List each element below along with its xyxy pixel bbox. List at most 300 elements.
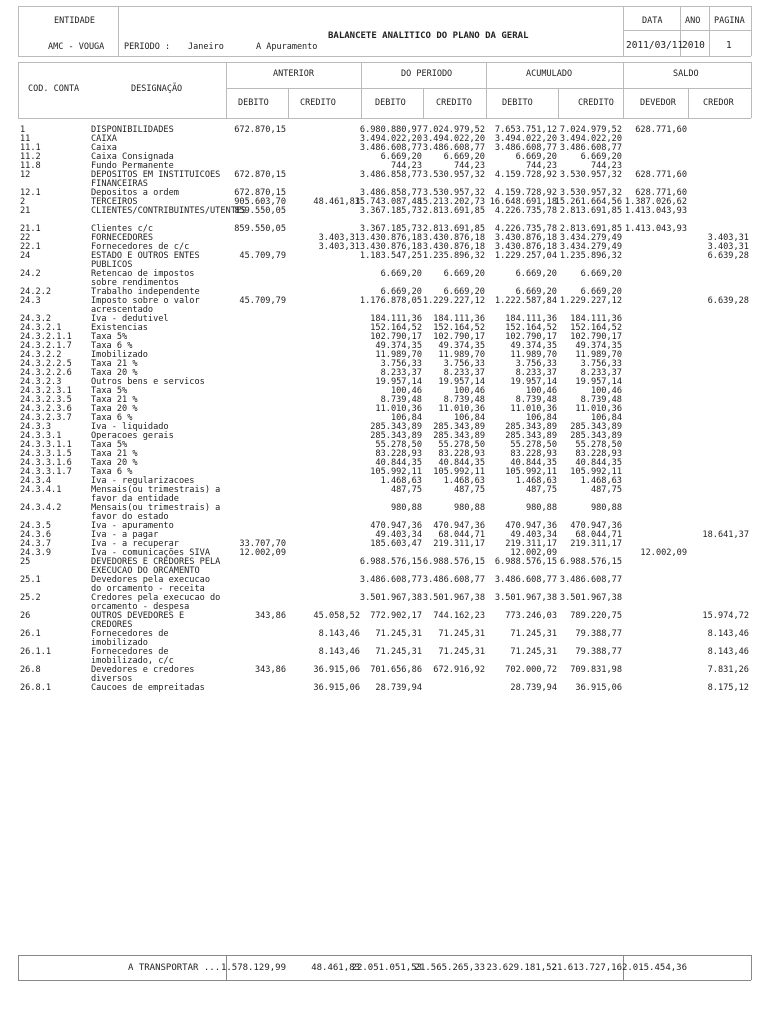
saldo-credor-value: 6.639,28 <box>707 251 749 261</box>
account-designation: Trabalho independente <box>91 287 200 297</box>
periodo-debito-value: 1.176.878,05 <box>359 296 422 306</box>
acumulado-debito-value: 470.947,36 <box>505 521 557 531</box>
account-designation: Fornecedores de imobilizado <box>91 629 169 648</box>
acumulado-credito-value: 2.813.691,85 <box>559 206 622 216</box>
totals-periodo-debito: 22.051.051,53 <box>351 963 422 973</box>
col-anterior: ANTERIOR <box>273 69 314 79</box>
acumulado-debito-value: 285.343,89 <box>505 422 557 432</box>
acumulado-credito-value: 285.343,89 <box>570 422 622 432</box>
acumulado-debito-value: 152.164,52 <box>505 323 557 333</box>
account-designation: Depositos a ordem <box>91 188 179 198</box>
periodo-debito-value: 106,84 <box>390 413 422 423</box>
account-code: 11.2 <box>20 152 41 162</box>
acumulado-debito-value: 6.669,20 <box>515 269 557 279</box>
periodo-credito-value: 744.162,23 <box>433 611 485 621</box>
account-code: 24.3.3.1.7 <box>20 467 72 477</box>
account-code: 21.1 <box>20 224 41 234</box>
account-designation: Caixa Consignada <box>91 152 174 162</box>
periodo-credito-value: 672.916,92 <box>433 665 485 675</box>
periodo-credito-value: 2.813.691,85 <box>422 224 485 234</box>
acumulado-credito-value: 709.831,98 <box>570 665 622 675</box>
anterior-debito-value: 859.550,05 <box>234 224 286 234</box>
account-designation: Caixa <box>91 143 117 153</box>
account-designation: Imobilizado <box>91 350 148 360</box>
account-code: 11 <box>20 134 31 144</box>
account-designation: Taxa 5% <box>91 332 128 342</box>
acumulado-credito-value: 8.739,48 <box>580 395 622 405</box>
account-designation: Mensais(ou trimestrais) a favor da entidade <box>91 485 221 504</box>
anterior-debito-value: 343,86 <box>254 665 286 675</box>
account-code: 12.1 <box>20 188 41 198</box>
periodo-credito-value: 3.430.876,18 <box>422 242 485 252</box>
acumulado-credito-value: 980,88 <box>590 503 622 513</box>
periodo-credito-value: 3.530.957,32 <box>422 170 485 180</box>
saldo-devedor-value: 628.771,60 <box>635 170 687 180</box>
saldo-credor-value: 8.143,46 <box>707 647 749 657</box>
account-code: 24.3 <box>20 296 41 306</box>
acumulado-debito-value: 1.468,63 <box>515 476 557 486</box>
account-designation: Taxa 6 % <box>91 467 133 477</box>
acumulado-credito-value: 68.044,71 <box>575 530 622 540</box>
totals-acumulado-credito: 21.613.727,16 <box>551 963 622 973</box>
anterior-debito-value: 672.870,15 <box>234 188 286 198</box>
periodo-credito-value: 100,46 <box>453 386 485 396</box>
account-code: 24.2.2 <box>20 287 52 297</box>
periodo-credito-value: 19.957,14 <box>438 377 485 387</box>
acumulado-debito-value: 49.403,34 <box>510 530 557 540</box>
acumulado-debito-value: 8.739,48 <box>515 395 557 405</box>
periodo-credito-value: 8.233,37 <box>443 368 485 378</box>
periodo-debito-value: 28.739,94 <box>375 683 422 693</box>
account-code: 24.3.4.1 <box>20 485 62 495</box>
account-designation: Taxa 21 % <box>91 359 138 369</box>
acumulado-credito-value: 3.486.608,77 <box>559 143 622 153</box>
acumulado-credito-value: 152.164,52 <box>570 323 622 333</box>
periodo-credito-value: 285.343,89 <box>433 422 485 432</box>
periodo-debito-value: 184.111,36 <box>370 314 422 324</box>
anterior-debito-value: 672.870,15 <box>234 125 286 135</box>
account-code: 24.3.2.3.6 <box>20 404 72 414</box>
anterior-debito-value: 859.550,05 <box>234 206 286 216</box>
account-code: 24 <box>20 251 31 261</box>
acumulado-debito-value: 11.010,36 <box>510 404 557 414</box>
totals-saldo-devedor: 2.015.454,36 <box>621 963 687 973</box>
periodo-debito-value: 980,88 <box>390 503 422 513</box>
account-designation: Fornecedores de imobilizado, c/c <box>91 647 174 666</box>
acumulado-credito-value: 3.530.957,32 <box>559 188 622 198</box>
periodo-debito-value: 55.278,50 <box>375 440 422 450</box>
anterior-credito-value: 48.461,83 <box>313 197 360 207</box>
periodo-credito-value: 106,84 <box>453 413 485 423</box>
saldo-credor-value: 18.641,37 <box>702 530 749 540</box>
account-designation: CAIXA <box>91 134 117 144</box>
account-designation: Iva - comunicações SIVA <box>91 548 210 558</box>
account-code: 25.2 <box>20 593 41 603</box>
acumulado-credito-value: 40.844,35 <box>575 458 622 468</box>
acumulado-credito-value: 19.957,14 <box>575 377 622 387</box>
acumulado-debito-value: 219.311,17 <box>505 539 557 549</box>
saldo-devedor-value: 12.002,09 <box>640 548 687 558</box>
acumulado-debito-value: 184.111,36 <box>505 314 557 324</box>
col-acumulado-debito: DEBITO <box>502 98 533 108</box>
data-label: DATA <box>642 16 663 26</box>
saldo-devedor-value: 628.771,60 <box>635 188 687 198</box>
periodo-debito-value: 11.010,36 <box>375 404 422 414</box>
acumulado-credito-value: 219.311,17 <box>570 539 622 549</box>
account-designation: Fornecedores de c/c <box>91 242 190 252</box>
account-code: 24.3.6 <box>20 530 52 540</box>
anterior-credito-value: 3.403,31 <box>318 242 360 252</box>
account-designation: Clientes c/c <box>91 224 154 234</box>
acumulado-debito-value: 71.245,31 <box>510 629 557 639</box>
acumulado-credito-value: 83.228,93 <box>575 449 622 459</box>
anterior-credito-value: 36.915,06 <box>313 665 360 675</box>
periodo-debito-value: 6.669,20 <box>380 152 422 162</box>
account-designation: Taxa 6 % <box>91 341 133 351</box>
anterior-debito-value: 12.002,09 <box>239 548 286 558</box>
account-code: 22.1 <box>20 242 41 252</box>
col-saldo-devedor: DEVEDOR <box>640 98 676 108</box>
account-code: 24.3.2.2.6 <box>20 368 72 378</box>
acumulado-credito-value: 744,23 <box>590 161 622 171</box>
acumulado-credito-value: 36.915,06 <box>575 683 622 693</box>
account-code: 24.3.3.1 <box>20 431 62 441</box>
acumulado-debito-value: 773.246,03 <box>505 611 557 621</box>
periodo-debito-value: 470.947,36 <box>370 521 422 531</box>
totals-anterior-debito: 1.578.129,99 <box>220 963 286 973</box>
periodo-credito-value: 285.343,89 <box>433 431 485 441</box>
account-code: 24.3.2 <box>20 314 52 324</box>
acumulado-debito-value: 980,88 <box>525 503 557 513</box>
saldo-credor-value: 8.143,46 <box>707 629 749 639</box>
acumulado-debito-value: 16.648.691,18 <box>489 197 557 207</box>
acumulado-debito-value: 6.669,20 <box>515 287 557 297</box>
account-designation: Imposto sobre o valor acrescentado <box>91 296 200 315</box>
periodo-debito-value: 3.486.858,77 <box>359 188 422 198</box>
periodo-debito-value: 11.989,70 <box>375 350 422 360</box>
periodo-debito-value: 772.902,17 <box>370 611 422 621</box>
periodo-debito-value: 6.669,20 <box>380 269 422 279</box>
periodo-debito-value: 185.603,47 <box>370 539 422 549</box>
account-designation: Iva - regularizacoes <box>91 476 195 486</box>
periodo-debito-value: 8.739,48 <box>380 395 422 405</box>
periodo-debito-value: 487,75 <box>390 485 422 495</box>
account-designation: Credores pela execucao do orcamento - despesa <box>91 593 221 612</box>
account-designation: Fundo Permanente <box>91 161 174 171</box>
periodo-credito-value: 8.739,48 <box>443 395 485 405</box>
acumulado-credito-value: 8.233,37 <box>580 368 622 378</box>
account-designation: CLIENTES/CONTRIBUINTES/UTENTES <box>91 206 247 216</box>
acumulado-credito-value: 3.494.022,20 <box>559 134 622 144</box>
acumulado-debito-value: 1.222.587,84 <box>494 296 557 306</box>
acumulado-credito-value: 3.434.279,49 <box>559 233 622 243</box>
periodo-credito-value: 744,23 <box>453 161 485 171</box>
acumulado-credito-value: 6.669,20 <box>580 152 622 162</box>
periodo-debito-value: 1.183.547,25 <box>359 251 422 261</box>
acumulado-credito-value: 7.024.979,52 <box>559 125 622 135</box>
apuramento-value: A Apuramento <box>256 42 318 52</box>
acumulado-debito-value: 285.343,89 <box>505 431 557 441</box>
periodo-debito-value: 285.343,89 <box>370 431 422 441</box>
account-designation: ESTADO E OUTROS ENTES PUBLICOS <box>91 251 200 270</box>
periodo-debito-value: 83.228,93 <box>375 449 422 459</box>
acumulado-credito-value: 79.388,77 <box>575 647 622 657</box>
account-designation: Retencao de impostos sobre rendimentos <box>91 269 195 288</box>
account-designation: Taxa 20 % <box>91 458 138 468</box>
acumulado-debito-value: 4.226.735,78 <box>494 224 557 234</box>
periodo-debito-value: 15.743.087,48 <box>354 197 422 207</box>
col-anterior-debito: DEBITO <box>238 98 269 108</box>
acumulado-credito-value: 100,46 <box>590 386 622 396</box>
account-code: 24.3.2.2 <box>20 350 62 360</box>
anterior-debito-value: 45.709,79 <box>239 251 286 261</box>
account-code: 24.3.3.1.1 <box>20 440 72 450</box>
account-code: 24.3.2.1.7 <box>20 341 72 351</box>
acumulado-credito-value: 3.501.967,38 <box>559 593 622 603</box>
acumulado-debito-value: 4.226.735,78 <box>494 206 557 216</box>
account-designation: Taxa 21 % <box>91 395 138 405</box>
periodo-debito-value: 49.403,34 <box>375 530 422 540</box>
account-code: 25.1 <box>20 575 41 585</box>
account-designation: Iva - liquidado <box>91 422 169 432</box>
acumulado-debito-value: 6.669,20 <box>515 152 557 162</box>
acumulado-debito-value: 55.278,50 <box>510 440 557 450</box>
periodo-credito-value: 6.988.576,15 <box>422 557 485 567</box>
entidade-label: ENTIDADE <box>54 16 95 26</box>
account-designation: Devedores pela execucao do orcamento - receita <box>91 575 210 594</box>
anterior-debito-value: 45.709,79 <box>239 296 286 306</box>
anterior-credito-value: 3.403,31 <box>318 233 360 243</box>
saldo-devedor-value: 1.387.026,62 <box>624 197 687 207</box>
periodo-debito-value: 1.468,63 <box>380 476 422 486</box>
col-periodo-credito: CREDITO <box>436 98 472 108</box>
periodo-debito-value: 6.669,20 <box>380 287 422 297</box>
periodo-debito-value: 105.992,11 <box>370 467 422 477</box>
periodo-debito-value: 102.790,17 <box>370 332 422 342</box>
account-code: 22 <box>20 233 31 243</box>
account-code: 26.8 <box>20 665 41 675</box>
periodo-debito-value: 49.374,35 <box>375 341 422 351</box>
acumulado-debito-value: 105.992,11 <box>505 467 557 477</box>
account-designation: Taxa 21 % <box>91 449 138 459</box>
acumulado-debito-value: 8.233,37 <box>515 368 557 378</box>
acumulado-credito-value: 11.989,70 <box>575 350 622 360</box>
periodo-debito-value: 701.656,86 <box>370 665 422 675</box>
periodo-debito-value: 744,23 <box>390 161 422 171</box>
account-code: 24.3.4 <box>20 476 52 486</box>
acumulado-credito-value: 184.111,36 <box>570 314 622 324</box>
account-code: 24.3.7 <box>20 539 52 549</box>
periodo-debito-value: 71.245,31 <box>375 647 422 657</box>
periodo-debito-value: 3.430.876,18 <box>359 233 422 243</box>
periodo-credito-value: 3.430.876,18 <box>422 233 485 243</box>
acumulado-credito-value: 789.220,75 <box>570 611 622 621</box>
acumulado-credito-value: 3.756,33 <box>580 359 622 369</box>
periodo-credito-value: 102.790,17 <box>433 332 485 342</box>
account-designation: Iva - apuramento <box>91 521 174 531</box>
account-designation: Caucoes de empreitadas <box>91 683 205 693</box>
periodo-debito-value: 3.367.185,73 <box>359 206 422 216</box>
periodo-credito-value: 3.494.022,20 <box>422 134 485 144</box>
periodo-credito-value: 152.164,52 <box>433 323 485 333</box>
acumulado-debito-value: 3.430.876,18 <box>494 233 557 243</box>
periodo-debito-value: 3.494.022,20 <box>359 134 422 144</box>
acumulado-credito-value: 6.988.576,15 <box>559 557 622 567</box>
account-code: 24.3.2.1.1 <box>20 332 72 342</box>
periodo-credito-value: 184.111,36 <box>433 314 485 324</box>
periodo-credito-value: 487,75 <box>453 485 485 495</box>
account-designation: TERCEIROS <box>91 197 138 207</box>
acumulado-debito-value: 3.486.608,77 <box>494 143 557 153</box>
col-saldo: SALDO <box>673 69 699 79</box>
account-code: 24.3.2.2.5 <box>20 359 72 369</box>
account-code: 26 <box>20 611 31 621</box>
totals-label: A TRANSPORTAR ... <box>128 963 221 973</box>
account-code: 26.1 <box>20 629 41 639</box>
totals-periodo-credito: 21.565.265,33 <box>414 963 485 973</box>
saldo-credor-value: 8.175,12 <box>707 683 749 693</box>
acumulado-credito-value: 6.669,20 <box>580 287 622 297</box>
acumulado-debito-value: 7.653.751,12 <box>494 125 557 135</box>
periodo-credito-value: 6.669,20 <box>443 152 485 162</box>
account-designation: Taxa 5% <box>91 386 128 396</box>
acumulado-debito-value: 6.988.576,15 <box>494 557 557 567</box>
anterior-credito-value: 36.915,06 <box>313 683 360 693</box>
anterior-debito-value: 905.603,70 <box>234 197 286 207</box>
periodo-credito-value: 3.501.967,38 <box>422 593 485 603</box>
anterior-credito-value: 8.143,46 <box>318 629 360 639</box>
periodo-credito-value: 7.024.979,52 <box>422 125 485 135</box>
account-designation: Mensais(ou trimestrais) a favor do estado <box>91 503 221 522</box>
acumulado-credito-value: 11.010,36 <box>575 404 622 414</box>
anterior-debito-value: 672.870,15 <box>234 170 286 180</box>
account-code: 24.3.2.3.7 <box>20 413 72 423</box>
account-designation: Existencias <box>91 323 148 333</box>
acumulado-debito-value: 83.228,93 <box>510 449 557 459</box>
periodo-debito-value: 3.430.876,18 <box>359 242 422 252</box>
col-periodo-debito: DEBITO <box>375 98 406 108</box>
anterior-credito-value: 8.143,46 <box>318 647 360 657</box>
account-designation: Taxa 20 % <box>91 368 138 378</box>
periodo-debito-value: 3.486.858,77 <box>359 170 422 180</box>
acumulado-credito-value: 3.486.608,77 <box>559 575 622 585</box>
account-designation: Taxa 20 % <box>91 404 138 414</box>
periodo-debito-value: 8.233,37 <box>380 368 422 378</box>
acumulado-credito-value: 49.374,35 <box>575 341 622 351</box>
acumulado-credito-value: 487,75 <box>590 485 622 495</box>
acumulado-debito-value: 3.486.608,77 <box>494 575 557 585</box>
acumulado-credito-value: 3.530.957,32 <box>559 170 622 180</box>
acumulado-credito-value: 470.947,36 <box>570 521 622 531</box>
account-code: 2 <box>20 197 26 207</box>
acumulado-debito-value: 487,75 <box>525 485 557 495</box>
pagina-label: PAGINA <box>714 16 745 26</box>
acumulado-debito-value: 3.430.876,18 <box>494 242 557 252</box>
acumulado-credito-value: 79.388,77 <box>575 629 622 639</box>
account-designation: Iva - a recuperar <box>91 539 179 549</box>
anterior-debito-value: 343,86 <box>254 611 286 621</box>
periodo-credito-value: 2.813.691,85 <box>422 206 485 216</box>
periodo-debito-value: 285.343,89 <box>370 422 422 432</box>
account-designation: Operacoes gerais <box>91 431 174 441</box>
acumulado-debito-value: 744,23 <box>525 161 557 171</box>
account-code: 11.8 <box>20 161 41 171</box>
acumulado-debito-value: 40.844,35 <box>510 458 557 468</box>
acumulado-debito-value: 1.229.257,04 <box>494 251 557 261</box>
acumulado-debito-value: 3.494.022,20 <box>494 134 557 144</box>
periodo-credito-value: 11.010,36 <box>438 404 485 414</box>
periodo-debito-value: 19.957,14 <box>375 377 422 387</box>
acumulado-debito-value: 28.739,94 <box>510 683 557 693</box>
acumulado-credito-value: 1.468,63 <box>580 476 622 486</box>
periodo-credito-value: 6.669,20 <box>443 287 485 297</box>
periodo-label: PERIODO : <box>124 42 171 52</box>
periodo-debito-value: 100,46 <box>390 386 422 396</box>
account-designation: Iva - dedutivel <box>91 314 169 324</box>
account-code: 24.3.3.1.5 <box>20 449 72 459</box>
saldo-devedor-value: 1.413.043,93 <box>624 224 687 234</box>
account-code: 11.1 <box>20 143 41 153</box>
acumulado-debito-value: 3.501.967,38 <box>494 593 557 603</box>
account-code: 24.3.3 <box>20 422 52 432</box>
col-acumulado: ACUMULADO <box>526 69 573 79</box>
account-designation: Taxa 6 % <box>91 413 133 423</box>
acumulado-credito-value: 106,84 <box>590 413 622 423</box>
acumulado-credito-value: 3.434.279,49 <box>559 242 622 252</box>
acumulado-debito-value: 4.159.728,92 <box>494 188 557 198</box>
acumulado-debito-value: 3.756,33 <box>515 359 557 369</box>
account-code: 24.3.3.1.6 <box>20 458 72 468</box>
account-code: 26.1.1 <box>20 647 52 657</box>
account-code: 24.3.5 <box>20 521 52 531</box>
saldo-devedor-value: 1.413.043,93 <box>624 206 687 216</box>
col-acumulado-credito: CREDITO <box>578 98 614 108</box>
account-code: 24.3.2.1 <box>20 323 62 333</box>
acumulado-debito-value: 106,84 <box>525 413 557 423</box>
periodo-credito-value: 219.311,17 <box>433 539 485 549</box>
saldo-credor-value: 3.403,31 <box>707 242 749 252</box>
acumulado-credito-value: 6.669,20 <box>580 269 622 279</box>
account-designation: Iva - a pagar <box>91 530 159 540</box>
periodo-credito-value: 3.486.608,77 <box>422 143 485 153</box>
account-code: 24.3.2.3.1 <box>20 386 72 396</box>
report-title: BALANCETE ANALITICO DO PLANO DA GERAL <box>328 31 529 41</box>
ano-value: 2010 <box>682 40 705 51</box>
periodo-debito-value: 3.756,33 <box>380 359 422 369</box>
acumulado-credito-value: 1.235.896,32 <box>559 251 622 261</box>
periodo-debito-value: 3.501.967,38 <box>359 593 422 603</box>
periodo-credito-value: 3.530.957,32 <box>422 188 485 198</box>
account-designation: OUTROS DEVEDORES E CREDORES <box>91 611 185 630</box>
anterior-debito-value: 33.707,70 <box>239 539 286 549</box>
periodo-credito-value: 1.468,63 <box>443 476 485 486</box>
acumulado-credito-value: 105.992,11 <box>570 467 622 477</box>
acumulado-debito-value: 702.000,72 <box>505 665 557 675</box>
periodo-credito-value: 105.992,11 <box>433 467 485 477</box>
periodo-credito-value: 71.245,31 <box>438 647 485 657</box>
totals-acumulado-debito: 23.629.181,52 <box>486 963 557 973</box>
periodo-credito-value: 1.235.896,32 <box>422 251 485 261</box>
periodo-debito-value: 40.844,35 <box>375 458 422 468</box>
acumulado-debito-value: 19.957,14 <box>510 377 557 387</box>
acumulado-debito-value: 100,46 <box>525 386 557 396</box>
account-code: 24.3.9 <box>20 548 52 558</box>
periodo-credito-value: 83.228,93 <box>438 449 485 459</box>
account-designation: Outros bens e servicos <box>91 377 205 387</box>
entidade-value: AMC - VOUGA <box>48 42 105 52</box>
periodo-credito-value: 980,88 <box>453 503 485 513</box>
anterior-credito-value: 45.058,52 <box>313 611 360 621</box>
